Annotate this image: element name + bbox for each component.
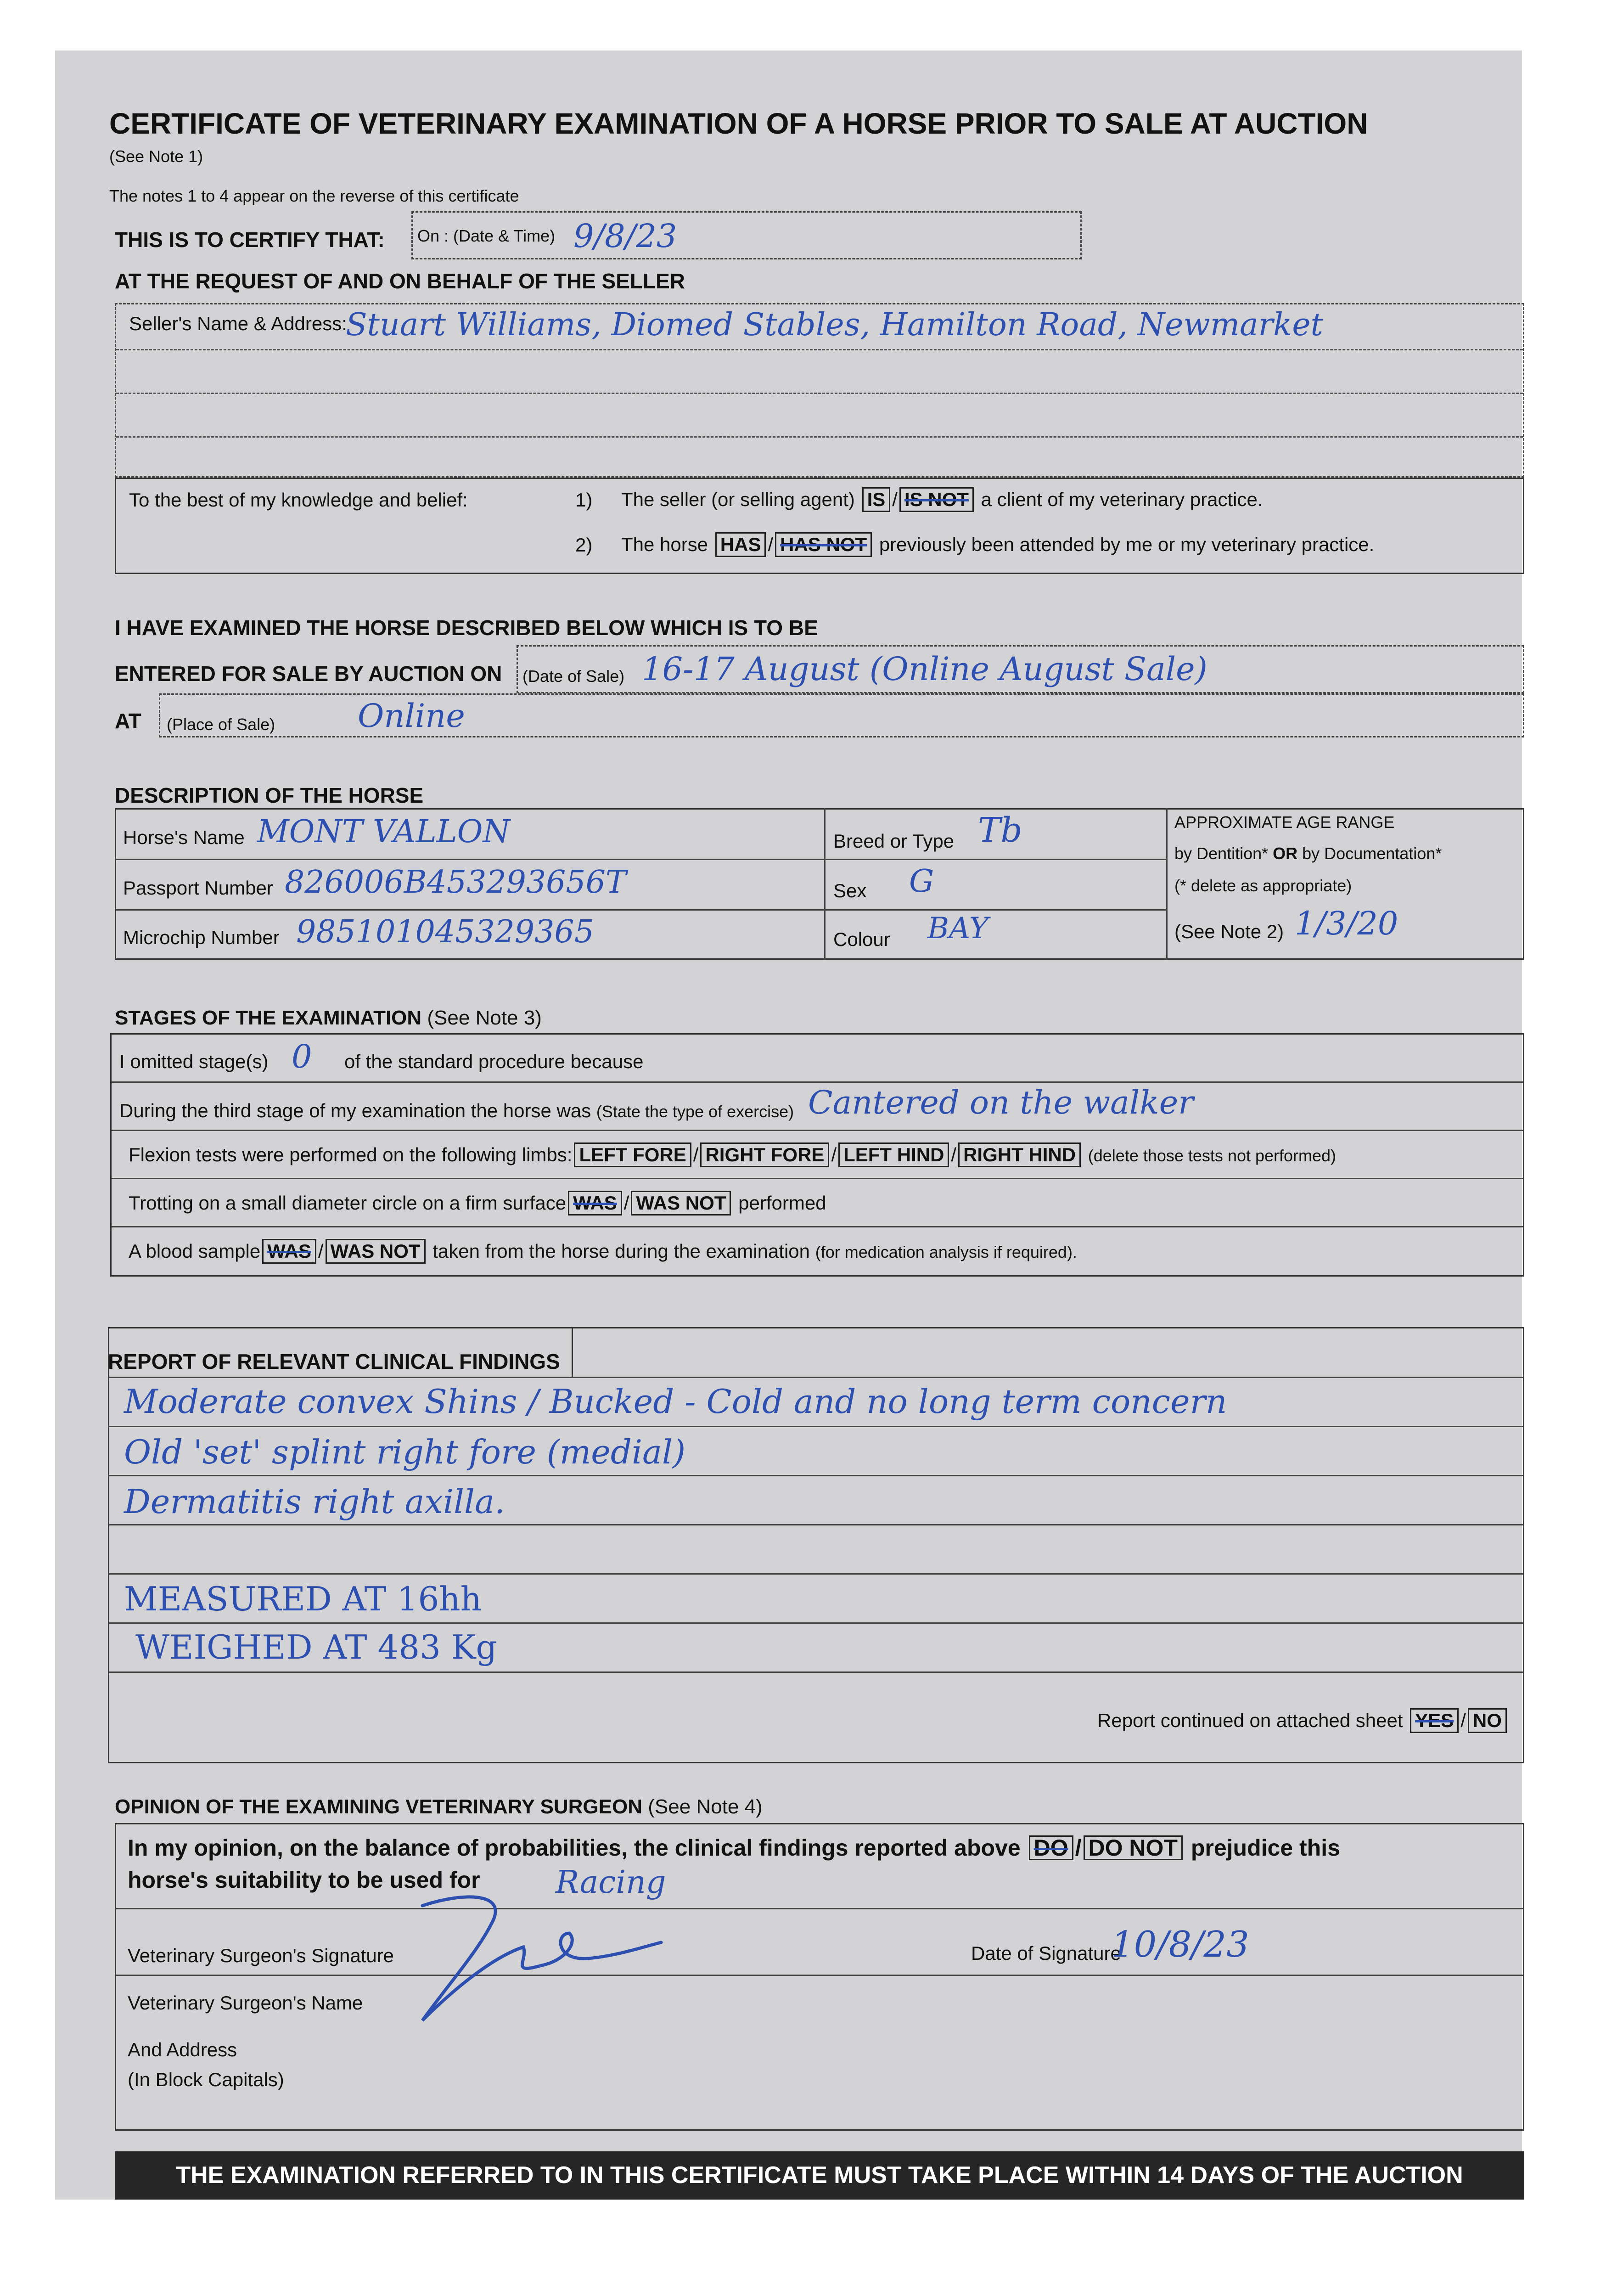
divider [116,349,1523,350]
third-stage-small: (State the type of exercise) [596,1102,794,1121]
third-stage-row [119,1100,794,1122]
passport-label: Passport Number [123,877,273,899]
finding-line[interactable]: MEASURED AT 16hh [124,1580,482,1618]
opinion-statement [128,1835,1340,1861]
vet-address-label: And Address [128,2039,237,2060]
report-no-option[interactable]: NO [1468,1708,1507,1733]
blood-was-not-option[interactable]: WAS NOT [326,1239,426,1264]
age-or: OR [1273,844,1298,863]
horse-attended-question [621,532,1374,557]
omitted-value[interactable]: 0 [292,1038,312,1075]
flexion-row [129,1142,1336,1167]
notes-line: The notes 1 to 4 appear on the reverse of this certificate [109,186,519,205]
colour-label: Colour [833,929,890,950]
is-option[interactable]: IS [862,487,891,512]
omitted-label: I omitted stage(s) [119,1051,269,1072]
opinion-heading-row [115,1795,763,1818]
has-not-option[interactable]: HAS NOT [775,532,872,557]
slash: / [693,1144,699,1165]
limb-right-fore[interactable]: RIGHT FORE [700,1142,829,1167]
belief-label: To the best of my knowledge and belief: [129,489,468,511]
finding-line[interactable]: Moderate convex Shins / Bucked - Cold and no long term concern [124,1382,1227,1421]
date-of-sale-value: 16-17 August (Online August Sale) [642,650,1207,688]
opinion-heading: OPINION OF THE EXAMINING VETERINARY SURGEON [115,1795,643,1818]
divider [116,436,1523,438]
seller-label: Seller's Name & Address: [129,313,347,334]
sale-heading-1: I HAVE EXAMINED THE HORSE DESCRIBED BELOW WHICH IS TO BE [115,616,818,640]
vet-name-label: Veterinary Surgeon's Name [128,1992,363,2014]
passport-value[interactable]: 826006B453293656T [285,864,627,900]
certificate-sheet [55,51,1522,2200]
date-of-signature-label: Date of Signature [971,1942,1121,1964]
divider [116,393,1523,394]
trot-row [129,1191,826,1216]
divider [116,1975,1523,1976]
has-option[interactable]: HAS [715,532,766,557]
omitted-post: of the standard procedure because [344,1051,644,1072]
stages-note: (See Note 3) [427,1007,542,1029]
place-of-sale-value: Online [358,697,465,735]
stages-heading: STAGES OF THE EXAMINATION [115,1007,422,1029]
age-delete-note: (* delete as appropriate) [1174,876,1352,895]
blood-was-option[interactable]: WAS [262,1239,316,1264]
date-time-field[interactable] [411,211,1082,259]
age-value[interactable]: 1/3/20 [1295,905,1398,942]
description-heading: DESCRIPTION OF THE HORSE [115,783,424,807]
slash: / [892,489,898,510]
trot-was-option[interactable]: WAS [568,1191,622,1216]
date-time-value: 9/8/23 [573,217,677,255]
divider [112,1226,1523,1227]
sex-label: Sex [833,880,867,901]
is-not-option[interactable]: IS NOT [899,487,974,512]
finding-line[interactable]: Old 'set' splint right fore (medial) [124,1433,686,1471]
opinion-text-pre: In my opinion, on the balance of probabilities, the clinical findings reported above [128,1835,1021,1861]
divider [116,859,1168,860]
opinion-note: (See Note 4) [648,1795,763,1818]
opinion-text-post: prejudice this [1191,1835,1340,1861]
finding-line[interactable]: Dermatitis right axilla. [124,1482,505,1521]
divider [109,1622,1523,1624]
report-heading: REPORT OF RELEVANT CLINICAL FINDINGS [108,1350,560,1373]
microchip-label: Microchip Number [123,927,280,948]
opinion-line-2: horse's suitability to be used for [128,1867,480,1893]
blood-row [129,1239,1077,1264]
slash: / [318,1240,324,1262]
intended-use-value[interactable]: Racing [556,1864,666,1901]
age-by-line [1174,844,1442,863]
divider [116,909,1168,911]
stages-heading-row [115,1007,542,1030]
date-of-sale-label: (Date of Sale) [522,667,625,686]
limb-right-hind[interactable]: RIGHT HIND [958,1142,1081,1167]
limb-left-fore[interactable]: LEFT FORE [574,1142,691,1167]
date-of-signature-value[interactable]: 10/8/23 [1111,1924,1249,1965]
divider [824,808,826,960]
do-not-option[interactable]: DO NOT [1084,1835,1183,1860]
seller-value: Stuart Williams, Diomed Stables, Hamilton Road, Newmarket [346,307,1323,343]
place-of-sale-label: (Place of Sale) [167,715,275,734]
item1-text: The seller (or selling agent) [621,489,855,510]
divider [109,1426,1523,1427]
horse-name-value[interactable]: MONT VALLON [257,814,511,850]
do-option[interactable]: DO [1029,1835,1073,1860]
flexion-label: Flexion tests were performed on the following limbs: [129,1144,573,1165]
divider [109,1671,1523,1673]
microchip-value[interactable]: 985101045329365 [296,914,594,950]
age-by-dentition: by Dentition* [1174,844,1269,863]
date-time-label: On : (Date & Time) [417,226,556,245]
block-capitals-label: (In Block Capitals) [128,2069,284,2090]
trot-label: Trotting on a small diameter circle on a firm surface [129,1192,567,1214]
divider [109,1475,1523,1476]
slash: / [1075,1835,1082,1861]
divider [112,1081,1523,1083]
vet-signature [404,1883,689,2034]
item1-number: 1) [575,489,593,511]
finding-line[interactable]: WEIGHED AT 483 Kg [135,1628,497,1666]
divider [112,1178,1523,1179]
belief-block [115,478,1524,574]
item2-number: 2) [575,534,593,556]
trot-was-not-option[interactable]: WAS NOT [631,1191,731,1216]
report-continued-row [1097,1708,1509,1733]
request-heading: AT THE REQUEST OF AND ON BEHALF OF THE SELLER [115,269,685,293]
report-continued-label: Report continued on attached sheet [1097,1710,1403,1731]
divider [112,1130,1523,1131]
flexion-note: (delete those tests not performed) [1088,1146,1337,1165]
item2-post: previously been attended by me or my veterinary practice. [879,534,1375,555]
age-heading: APPROXIMATE AGE RANGE [1174,813,1395,832]
third-stage-label: During the third stage of my examination the horse was [119,1100,591,1121]
blood-label: A blood sample [129,1240,261,1262]
at-label: AT [115,709,141,733]
divider [1166,808,1168,960]
certify-heading: THIS IS TO CERTIFY THAT: [115,228,385,252]
age-see-note: (See Note 2) [1174,921,1284,942]
seller-address-block[interactable] [115,303,1524,478]
limb-left-hind[interactable]: LEFT HIND [838,1142,949,1167]
slash: / [951,1144,957,1165]
divider [116,1908,1523,1909]
age-by-documentation: by Documentation* [1302,844,1442,863]
report-heading-cell [572,1327,1524,1378]
slash: / [831,1144,837,1165]
divider [109,1524,1523,1525]
place-of-sale-field[interactable] [159,693,1524,737]
signature-label: Veterinary Surgeon's Signature [128,1945,394,1966]
trot-post: performed [738,1192,826,1214]
see-note-1: (See Note 1) [109,147,203,166]
divider [109,1377,1523,1378]
blood-small: (for medication analysis if required). [815,1243,1077,1261]
seller-client-question [621,487,1263,512]
item2-text: The horse [621,534,708,555]
breed-label: Breed or Type [833,830,955,852]
breed-value[interactable]: Tb [978,810,1022,850]
sex-value[interactable]: G [909,863,934,900]
slash: / [768,534,774,555]
slash: / [623,1192,629,1214]
blood-post: taken from the horse during the examination [432,1240,810,1262]
certificate-title: CERTIFICATE OF VETERINARY EXAMINATION OF A HORSE PRIOR TO SALE AT AUCTION [109,107,1368,140]
colour-value[interactable]: BAY [927,912,988,945]
slash: / [1460,1710,1466,1731]
horse-name-label: Horse's Name [123,827,245,848]
item1-post: a client of my veterinary practice. [981,489,1263,510]
third-stage-value[interactable]: Cantered on the walker [808,1084,1194,1121]
date-of-sale-field[interactable] [517,645,1524,693]
divider [109,1573,1523,1575]
report-yes-option[interactable]: YES [1410,1708,1459,1733]
footer-banner: THE EXAMINATION REFERRED TO IN THIS CERTIFICATE MUST TAKE PLACE WITHIN 14 DAYS OF THE AUCTION [115,2151,1524,2200]
sale-heading-2: ENTERED FOR SALE BY AUCTION ON [115,662,502,686]
